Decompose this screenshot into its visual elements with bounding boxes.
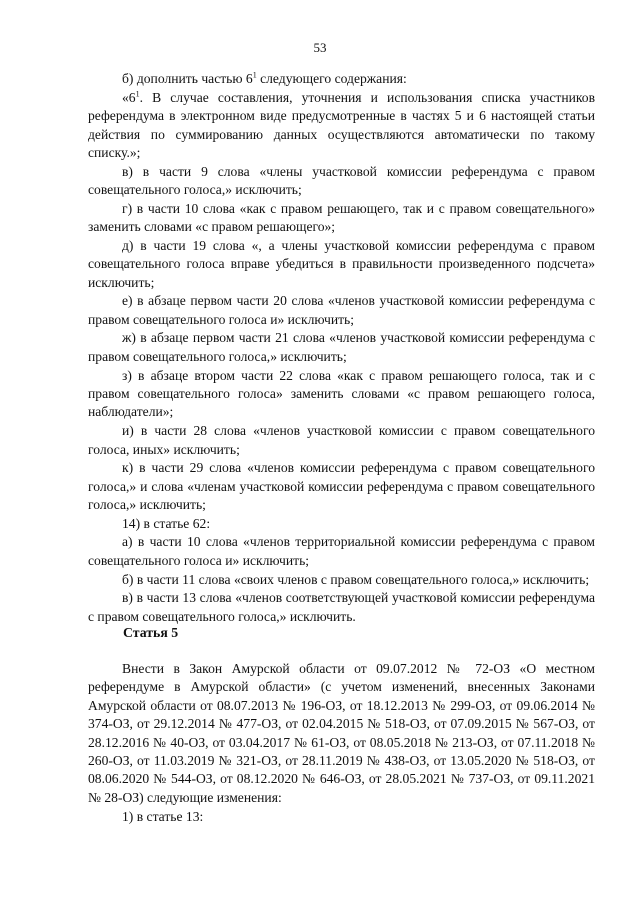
paragraph: к) в части 29 слова «членов комиссии референдума с правом совещательного голоса,» и слова «членам участковой комиссии референдума с правом совещательного голоса,» исключить; — [88, 460, 595, 513]
paragraph: б) дополнить частью $6^1$ следующего содержания: — [122, 70, 407, 86]
paragraph: з) в абзаце втором части 22 слова «как с правом решающего голоса, так и с правом совещательного голоса» заменить словами «с правом решающего голоса, наблюдатели»; — [88, 367, 595, 420]
article-heading: Статья 5 — [123, 625, 179, 640]
paragraph: е) в абзаце первом части 20 слова «членов участковой комиссии референдума с правом совещательного голоса и» исключить; — [88, 293, 595, 327]
paragraph: д) в части 19 слова «, а члены участковой комиссии референдума с правом совещательного голоса вправе убедиться в правильности произведенного подсчета» исключить; — [88, 237, 595, 290]
paragraph: б) в части 11 слова «своих членов с правом совещательного голоса,» исключить; — [122, 571, 590, 587]
amendments-block — [88, 70, 595, 626]
paragraph: «$6^1$. В случае составления, уточнения и использования списка участников референдума в электронном виде предусмотренные в частях 5 и 6 настоящей статьи действия по суммированию данных осуществляются автоматически по такому списку.»; — [88, 89, 595, 160]
paragraph: Внести в Закон Амурской области от 09.07.2012 № 72-ОЗ «О местном референдуме в Амурской области» (с учетом изменений, внесенных Законами Амурской области от 08.07.2013 № 196-ОЗ, от 18.12.2013 № 299-ОЗ, от 09.06.2014 № 374-ОЗ, от 29.12.2014 № 477-ОЗ, от 02.04.2015 № 518-ОЗ, от 07.09.2015 № 567-ОЗ, от 28.12.2016 № 40-ОЗ, от 03.04.2017 № 61-ОЗ, от 08.05.2018 № 213-ОЗ, от 07.11.2018 № 260-ОЗ, от 11.03.2019 № 321-ОЗ, от 28.11.2019 № 438-ОЗ, от 13.05.2020 № 518-ОЗ, от 08.06.2020 № 544-ОЗ, от 08.12.2020 № 646-ОЗ, от 28.05.2021 № 737-ОЗ, от 09.11.2021 № 28-ОЗ) следующие изменения: — [88, 661, 595, 805]
paragraph: 1) в статье 13: — [122, 808, 204, 824]
paragraph: и) в части 28 слова «членов участковой комиссии с правом совещательного голоса, иных» исключить; — [88, 423, 595, 457]
article-body — [88, 660, 595, 826]
paragraph: а) в части 10 слова «членов территориальной комиссии референдума с правом совещательного голоса и» исключить; — [88, 534, 595, 568]
paragraph: ж) в абзаце первом части 21 слова «членов участковой комиссии референдума с правом совещательного голоса,» исключить; — [88, 330, 595, 364]
paragraph: в) в части 9 слова «члены участковой комиссии референдума с правом совещательного голоса,» исключить; — [88, 163, 595, 198]
paragraph: 14) в статье 62: — [122, 515, 211, 531]
page-number: 53 — [313, 40, 327, 55]
paragraph: в) в части 13 слова «членов соответствующей участковой комиссии референдума с правом совещательного голоса,» исключить. — [88, 590, 595, 624]
paragraph: г) в части 10 слова «как с правом решающего, так и с правом совещательного» заменить словами «с правом решающего»; — [88, 200, 595, 235]
